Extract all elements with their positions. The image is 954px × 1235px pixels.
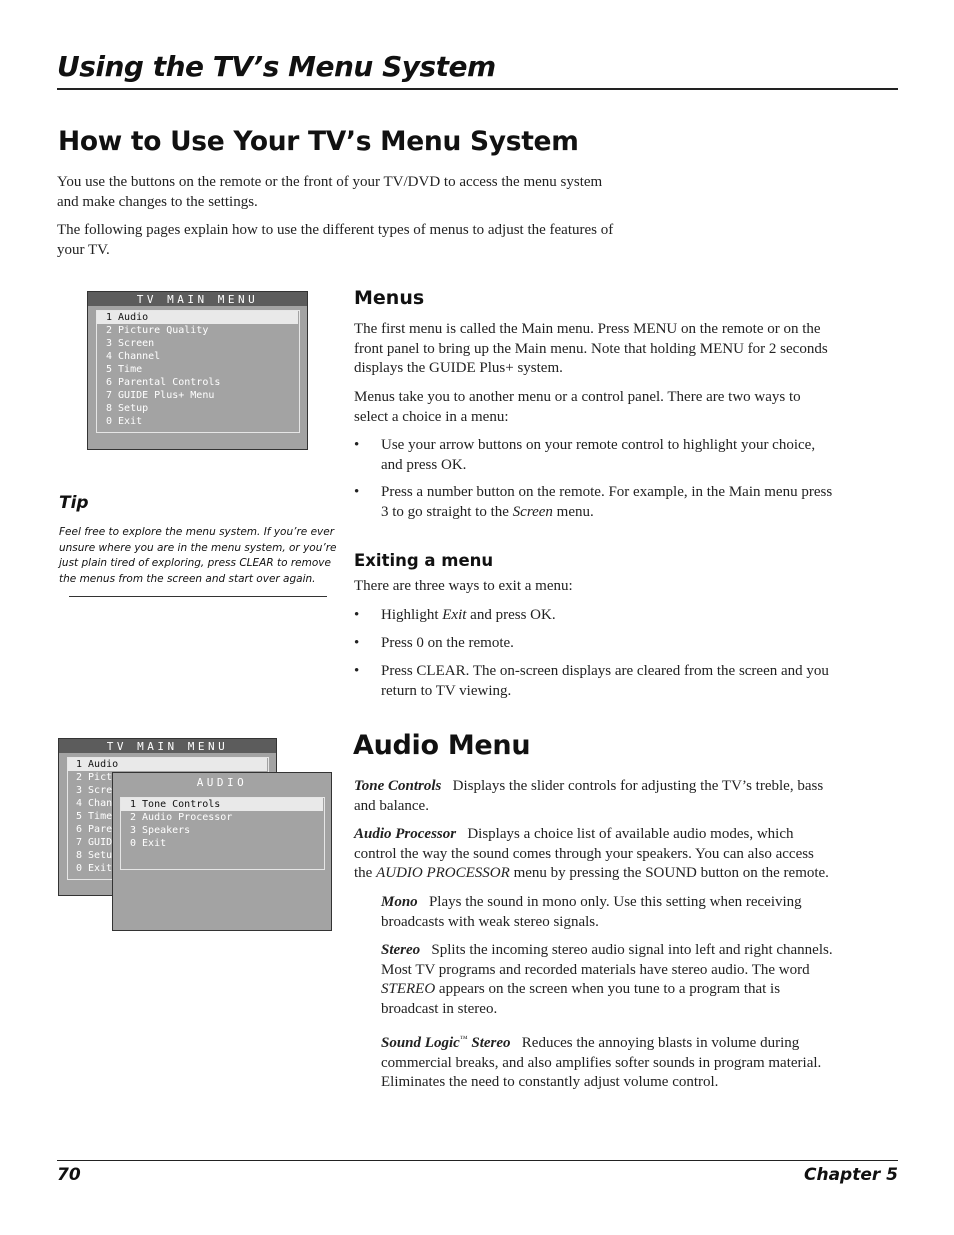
menu-item-exit[interactable]: 0 Exit [76, 863, 113, 874]
menu-item-guide-plus[interactable]: 7 GUIDE Plus+ Menu [106, 390, 215, 401]
text-span: Plays the sound in mono only. Use this setting when receiving [428, 894, 802, 910]
exiting-bullet-1 [354, 606, 899, 626]
exit-term: Exit [442, 607, 467, 623]
exiting-heading: Exiting a menu [354, 551, 494, 570]
section-title: How to Use Your TV’s Menu System [58, 126, 579, 157]
menu-item-parental-controls[interactable]: 6 Parental Controls [106, 377, 221, 388]
text-line [354, 864, 899, 884]
text-line: Most TV programs and recorded materials have stereo audio. The word [381, 961, 810, 978]
text-line [381, 503, 832, 523]
text-span: Splits the incoming stereo audio signal into left and right channels. [431, 942, 833, 958]
bullet-dot: • [354, 663, 360, 679]
text-line: displays the GUIDE Plus+ system. [354, 360, 563, 376]
text-line: Eliminates the need to constantly adjust volume control. [381, 1074, 719, 1090]
text-span: appears on the screen when you tune to a program that is [435, 981, 781, 997]
text-span: menu. [552, 503, 594, 520]
text-span: menu by pressing the SOUND button on the remote. [509, 865, 829, 881]
text-span: and press OK. [466, 607, 556, 623]
menus-paragraph-1 [354, 320, 828, 379]
text-span: Highlight [381, 607, 443, 623]
text-line: control the way the sound comes through your speakers. You can also access [354, 845, 814, 862]
sound-logic-term: Sound Logic [381, 1035, 460, 1051]
intro-paragraph-1 [57, 173, 602, 212]
tip-text: Feel free to explore the menu system. If you’re ever unsure where you are in the menu system, or you’re just plain tired of exploring, press CLEAR to remove the menus from the screen and start over again. [59, 526, 337, 585]
text-line [381, 893, 901, 913]
page-number: 70 [57, 1165, 81, 1185]
tone-controls-description [354, 777, 899, 816]
text-line: Use your arrow buttons on your remote control to highlight your choice, [381, 437, 816, 453]
header-divider [57, 88, 898, 90]
chapter-label: Chapter 5 [803, 1165, 898, 1185]
audio-menu-title: Audio Menu [353, 730, 531, 761]
tv-main-menu-screen [87, 291, 308, 450]
text-line: your TV. [57, 241, 110, 258]
text-line: Press 0 on the remote. [381, 635, 514, 651]
text-span: the [354, 865, 377, 881]
bullet-dot: • [354, 607, 360, 623]
menu-item-parental-controls[interactable]: 6 Pare [76, 824, 113, 835]
menu-item-time[interactable]: 5 Time [76, 811, 113, 822]
text-line: and make changes to the settings. [57, 193, 258, 210]
sound-logic-stereo-term: Stereo [467, 1035, 511, 1051]
tip-divider [69, 596, 327, 597]
sound-logic-description [381, 1029, 901, 1093]
menu-item-exit[interactable]: 0 Exit [106, 416, 143, 427]
menu-item-screen[interactable]: 3 Screen [106, 338, 155, 349]
submenu-item-exit[interactable]: 0 Exit [130, 838, 167, 849]
text-span: Displays the slider controls for adjusting the TV’s treble, bass [452, 778, 824, 794]
text-line: Press a number button on the remote. For example, in the Main menu press [381, 484, 833, 500]
intro-paragraph-2 [57, 221, 613, 260]
menu-item-picture-quality[interactable]: 2 Pict [76, 772, 113, 783]
text-line [381, 941, 901, 961]
mono-term: Mono [381, 894, 418, 910]
stereo-word-term: STEREO [381, 981, 436, 997]
submenu-item-speakers[interactable]: 3 Speakers [130, 825, 191, 836]
submenu-title: AUDIO [196, 776, 248, 789]
submenu-item-tone-controls[interactable]: 1 Tone Controls [130, 799, 221, 810]
submenu-item-audio-processor[interactable]: 2 Audio Processor [130, 812, 233, 823]
text-line [381, 1029, 901, 1054]
exiting-bullet-2 [354, 634, 899, 654]
stereo-term: Stereo [381, 942, 421, 958]
text-line: The first menu is called the Main menu. Press MENU on the remote or on the [354, 321, 821, 337]
text-line: Menus take you to another menu or a control panel. There are two ways to [354, 389, 801, 405]
tone-controls-term: Tone Controls [354, 778, 442, 794]
text-line [354, 825, 899, 845]
menu-item-picture-quality[interactable]: 2 Picture Quality [106, 325, 209, 336]
text-span: 3 to go straight to the [381, 503, 513, 520]
mono-description [381, 893, 901, 932]
menu-item-screen[interactable]: 3 Scre [76, 785, 113, 796]
bullet-dot: • [354, 437, 360, 453]
text-line [354, 777, 899, 797]
menu-title: TV MAIN MENU [136, 293, 259, 306]
trademark-symbol: ™ [459, 1034, 468, 1043]
audio-processor-term: Audio Processor [354, 826, 457, 842]
text-line: The following pages explain how to use the different types of menus to adjust the features of [57, 222, 614, 238]
menu-item-guide-plus[interactable]: 7 GUID [76, 837, 113, 848]
audio-processor-description [354, 825, 899, 884]
text-line [381, 980, 901, 1000]
menu-title: TV MAIN MENU [106, 740, 229, 753]
text-line: return to TV viewing. [381, 682, 512, 699]
text-span: Reduces the annoying blasts in volume during [521, 1035, 800, 1051]
text-line: select a choice in a menu: [354, 408, 509, 425]
bullet-dot: • [354, 635, 360, 651]
menus-paragraph-2 [354, 388, 801, 427]
exiting-bullet-3 [354, 662, 899, 702]
menu-item-time[interactable]: 5 Time [106, 364, 143, 375]
menus-bullet-1 [354, 436, 899, 476]
text-line: Press CLEAR. The on-screen displays are cleared from the screen and you [381, 663, 829, 679]
menu-item-audio[interactable]: 1 Audio [106, 312, 149, 323]
text-line: commercial breaks, and also amplifies softer sounds in program material. [381, 1054, 822, 1071]
text-line [381, 606, 556, 626]
menus-bullet-2 [354, 483, 899, 523]
text-line: You use the buttons on the remote or the front of your TV/DVD to access the menu system [57, 174, 603, 190]
menu-item-setup[interactable]: 8 Setup [106, 403, 149, 414]
menu-item-audio[interactable]: 1 Audio [76, 759, 119, 770]
menus-heading: Menus [354, 287, 425, 309]
audio-submenu-screen [112, 772, 332, 931]
tip-heading: Tip [59, 493, 89, 513]
stereo-description [381, 941, 901, 1019]
audio-processor-menu-term: AUDIO PROCESSOR [376, 865, 510, 881]
screen-term: Screen [512, 503, 553, 520]
menu-item-channel[interactable]: 4 Chan [76, 798, 113, 809]
footer-divider [57, 1160, 898, 1161]
menu-item-channel[interactable]: 4 Channel [106, 351, 161, 362]
text-span: Displays a choice list of available audio modes, which [467, 826, 794, 842]
text-line: and press OK. [381, 456, 467, 473]
text-line: broadcast in stereo. [381, 1000, 498, 1017]
text-line: broadcasts with weak stereo signals. [381, 913, 599, 930]
text-line: front panel to bring up the Main menu. Note that holding MENU for 2 seconds [354, 340, 828, 357]
page-header-title: Using the TV’s Menu System [57, 50, 496, 83]
text-line: and balance. [354, 797, 429, 814]
exiting-intro: There are three ways to exit a menu: [354, 578, 573, 594]
menu-item-setup[interactable]: 8 Setu [76, 850, 113, 861]
bullet-dot: • [354, 484, 360, 500]
